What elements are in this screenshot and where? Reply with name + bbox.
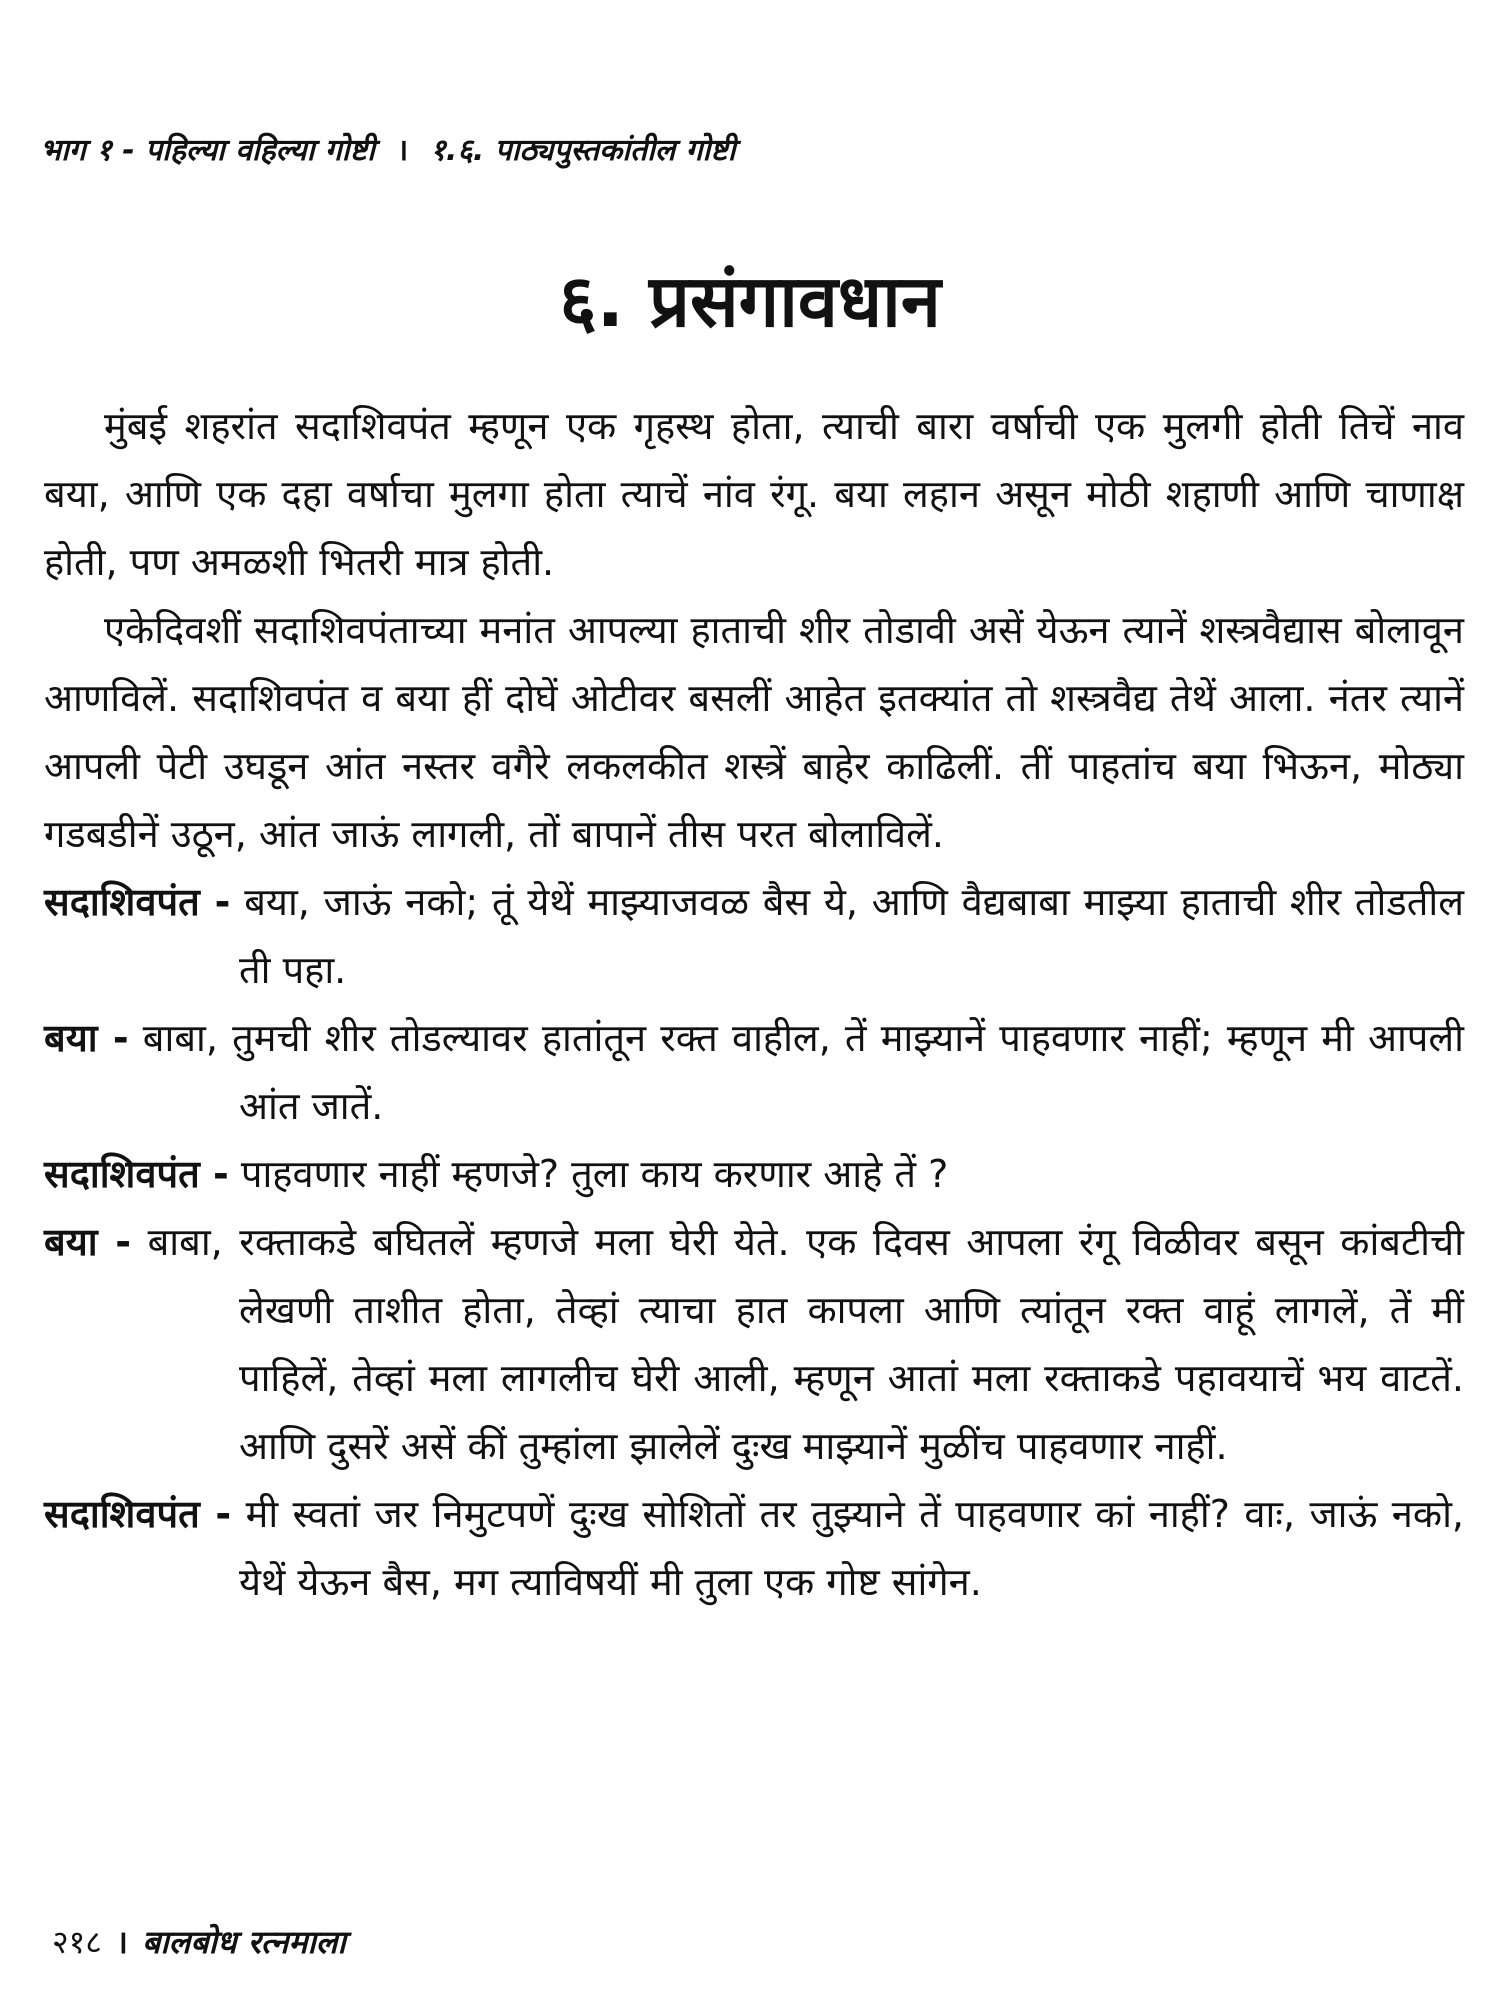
dialogue-text: पाहवणार नाहीं म्हणजे? तुला काय करणार आहे तें ? (240, 1152, 949, 1196)
dialogue-text: मी स्वतां जर निमुटपणें दुःख सोशितों तर तुझ्याने तें पाहवणार कां नाहीं? वाः, जाऊं नको, येथें येऊन बैस, मग त्याविषयीं मी तुला एक गोष्ट सांगेन. (239, 1492, 1464, 1604)
dialogue-speaker: बया - (44, 1016, 129, 1060)
dialogue-speaker: सदाशिवपंत - (44, 1152, 229, 1196)
dialogue-line-4 (44, 1208, 1464, 1480)
page-footer (52, 1920, 346, 1963)
dialogue-line-3 (44, 1140, 1464, 1208)
footer-separator: । (115, 1923, 129, 1961)
header-part: भाग १ - पहिल्या वहिल्या गोष्टी (40, 133, 375, 168)
paragraph-2: एकेदिवशीं सदाशिवपंताच्या मनांत आपल्या हाताची शीर तोडावी असें येऊन त्यानें शस्त्रवैद्यास बोलावून आणविलें. सदाशिवपंत व बया हीं दोघें ओटीवर बसलीं आहेत इतक्यांत तो शस्त्रवैद्य तेथें आला. नंतर त्यानें आपली पेटी उघडून आंत नस्तर वगैरे लकलकीत शस्त्रें बाहेर काढिलीं. तीं पाहतांच बया भिऊन, मोठ्या गडबडीनें उठून, आंत जाऊं लागली, तों बापानें तीस परत बोलाविलें. (44, 608, 1464, 856)
dialogue-speaker: सदाशिवपंत - (44, 1492, 232, 1536)
dialogue-speaker: सदाशिवपंत - (44, 880, 231, 924)
page-number: २१८ (52, 1923, 102, 1961)
dialogue-text: बाबा, तुमची शीर तोडल्यावर हातांतून रक्त वाहील, तें माझ्यानें पाहवणार नाहीं; म्हणून मी आपली आंत जातें. (142, 1016, 1464, 1128)
paragraph-1: मुंबई शहरांत सदाशिवपंत म्हणून एक गृहस्थ होता, त्याची बारा वर्षाची एक मुलगी होती तिचें नाव बया, आणि एक दहा वर्षाचा मुलगा होता त्याचें नांव रंगू. बया लहान असून मोठी शहाणी आणि चाणाक्ष होती, पण अमळशी भितरी मात्र होती. (44, 404, 1464, 584)
header-separator: । (396, 133, 409, 168)
dialogue-line-5 (44, 1480, 1464, 1616)
dialogue-text: बाबा, रक्ताकडे बघितलें म्हणजे मला घेरी येते. एक दिवस आपला रंगू विळीवर बसून कांबटीची लेखणी ताशीत होता, तेव्हां त्याचा हात कापला आणि त्यांतून रक्त वाहूं लागलें, तें मीं पाहिलें, तेव्हां मला लागलीच घेरी आली, म्हणून आतां मला रक्ताकडे पहावयाचें भय वाटतें. आणि दुसरें असें कीं तुम्हांला झालेलें दुःख माझ्यानें मुळींच पाहवणार नाहीं. (147, 1220, 1464, 1468)
chapter-title: ६. प्रसंगावधान (559, 259, 941, 343)
dialogue-text: बया, जाऊं नको; तूं येथें माझ्याजवळ बैस ये, आणि वैद्यबाबा माझ्या हाताची शीर तोडतील ती पहा. (239, 880, 1464, 992)
dialogue-line-1 (44, 868, 1464, 1004)
dialogue-speaker: बया - (44, 1220, 132, 1264)
book-title: बालबोध रत्नमाला (142, 1923, 346, 1961)
chapter-body (44, 392, 1464, 1616)
dialogue-line-2 (44, 1004, 1464, 1140)
header-section: १.६. पाठ्यपुस्तकांतील गोष्टी (430, 133, 736, 168)
running-header (40, 128, 736, 169)
